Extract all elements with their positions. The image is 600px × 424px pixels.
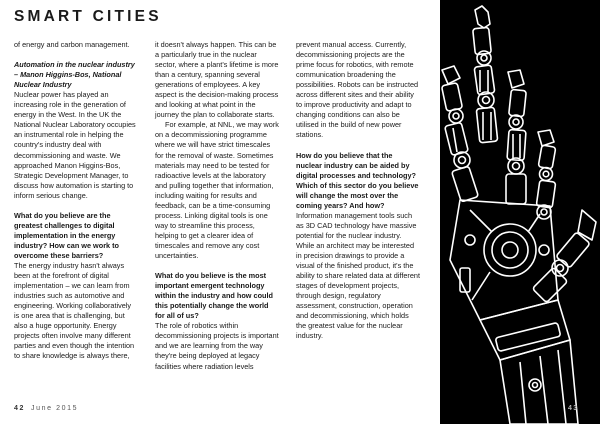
robot-hand-illustration-icon [440,0,600,424]
section-title: SMART CITIES [14,8,162,25]
interview-question: What do you believe are the greatest challenges to digital implementation in the energy industry? How can we work to overcome these barriers? [14,210,120,260]
body-paragraph: The role of robotics within decommissioning projects is important and we are learning from the way they're being deployed at legacy facilities where radiation levels [155,321,279,371]
right-page-number: 43 [568,405,579,412]
finger-ring [506,70,526,204]
finger-middle [441,66,478,202]
left-page-number: 42 [14,405,25,412]
subheading: Automation in the nuclear industry – Manon Higgins-Bos, National Nuclear Industry [14,60,135,90]
body-paragraph: For example, at NNL, we may work on a decommissioning programme where we will have strict timescales for the removal of waste. Sometimes materials may need to be tested for radioactive levels at the laboratory and pulling together that information, including waiting for results and feedback, can be a time-consuming process. Linking digital tools is one way to streamline this process, helping to get a clearer idea of timescales and remove any cost uncertainties. [155,120,279,260]
body-paragraph: prevent manual access. Currently, decommissioning projects are the prime focus for robotics, with remote communication broadening the possibilities. Robots can be instructed across different sites and their ability to improve productivity and adapt to changing conditions can also be utilised in the build of new power stations. [296,40,419,140]
left-folio [14,405,78,412]
finger-index [473,6,498,143]
body-paragraph: Information management tools such as 3D CAD technology have massive potential for the nuclear industry. While an architect may be interested in precision drawings to provide a visual of the finished product, it's the ability to share related data at different stages of development projects, through design, regulatory assessment, construction, operation and decommissioning, which holds the greatest value for the nuclear industry. [296,210,420,341]
text-column-2 [155,40,279,372]
interview-question: How do you believe that the nuclear industry can be aided by digital processes and technology? Which of this sector do you believe will change the most over the coming years? And how? [296,150,419,210]
finger-thumb [532,210,596,303]
body-paragraph: Nuclear power has played an increasing role in the generation of energy in the West. In the UK the National Nuclear Laboratory occupies an instrumental role in helping the country's industry deal with decommissioning and waste. We approached Manon Higgins-Bos, Strategic Development Manager, to discuss how automation is starting to inform serious change. [14,90,136,200]
body-paragraph: of energy and carbon management. [14,40,130,49]
body-paragraph: The energy industry hasn't always been at the forefront of digital implementation – we can learn from industries such as automotive and engineering. Working collaboratively is one area that is challenging, but also a huge opportunity. Energy projects often involve many different parties and even though the intention to share knowledge is always there, [14,261,135,361]
right-page-photo [440,0,600,424]
issue-date: June 2015 [31,405,79,412]
text-column-1 [14,40,138,362]
body-paragraph: it doesn't always happen. This can be a particularly true in the nuclear sector, where a plant's lifetime is more than a century, spanning several generations of employees. A key aspect is the decision-making process and looking at what point in the journey the plan to collaborate starts. [155,40,279,120]
text-column-3 [296,40,420,341]
wrist [480,300,578,424]
interview-question: What do you believe is the most important emergent technology within the industry and how could this potentially change the world for all of us? [155,271,273,321]
